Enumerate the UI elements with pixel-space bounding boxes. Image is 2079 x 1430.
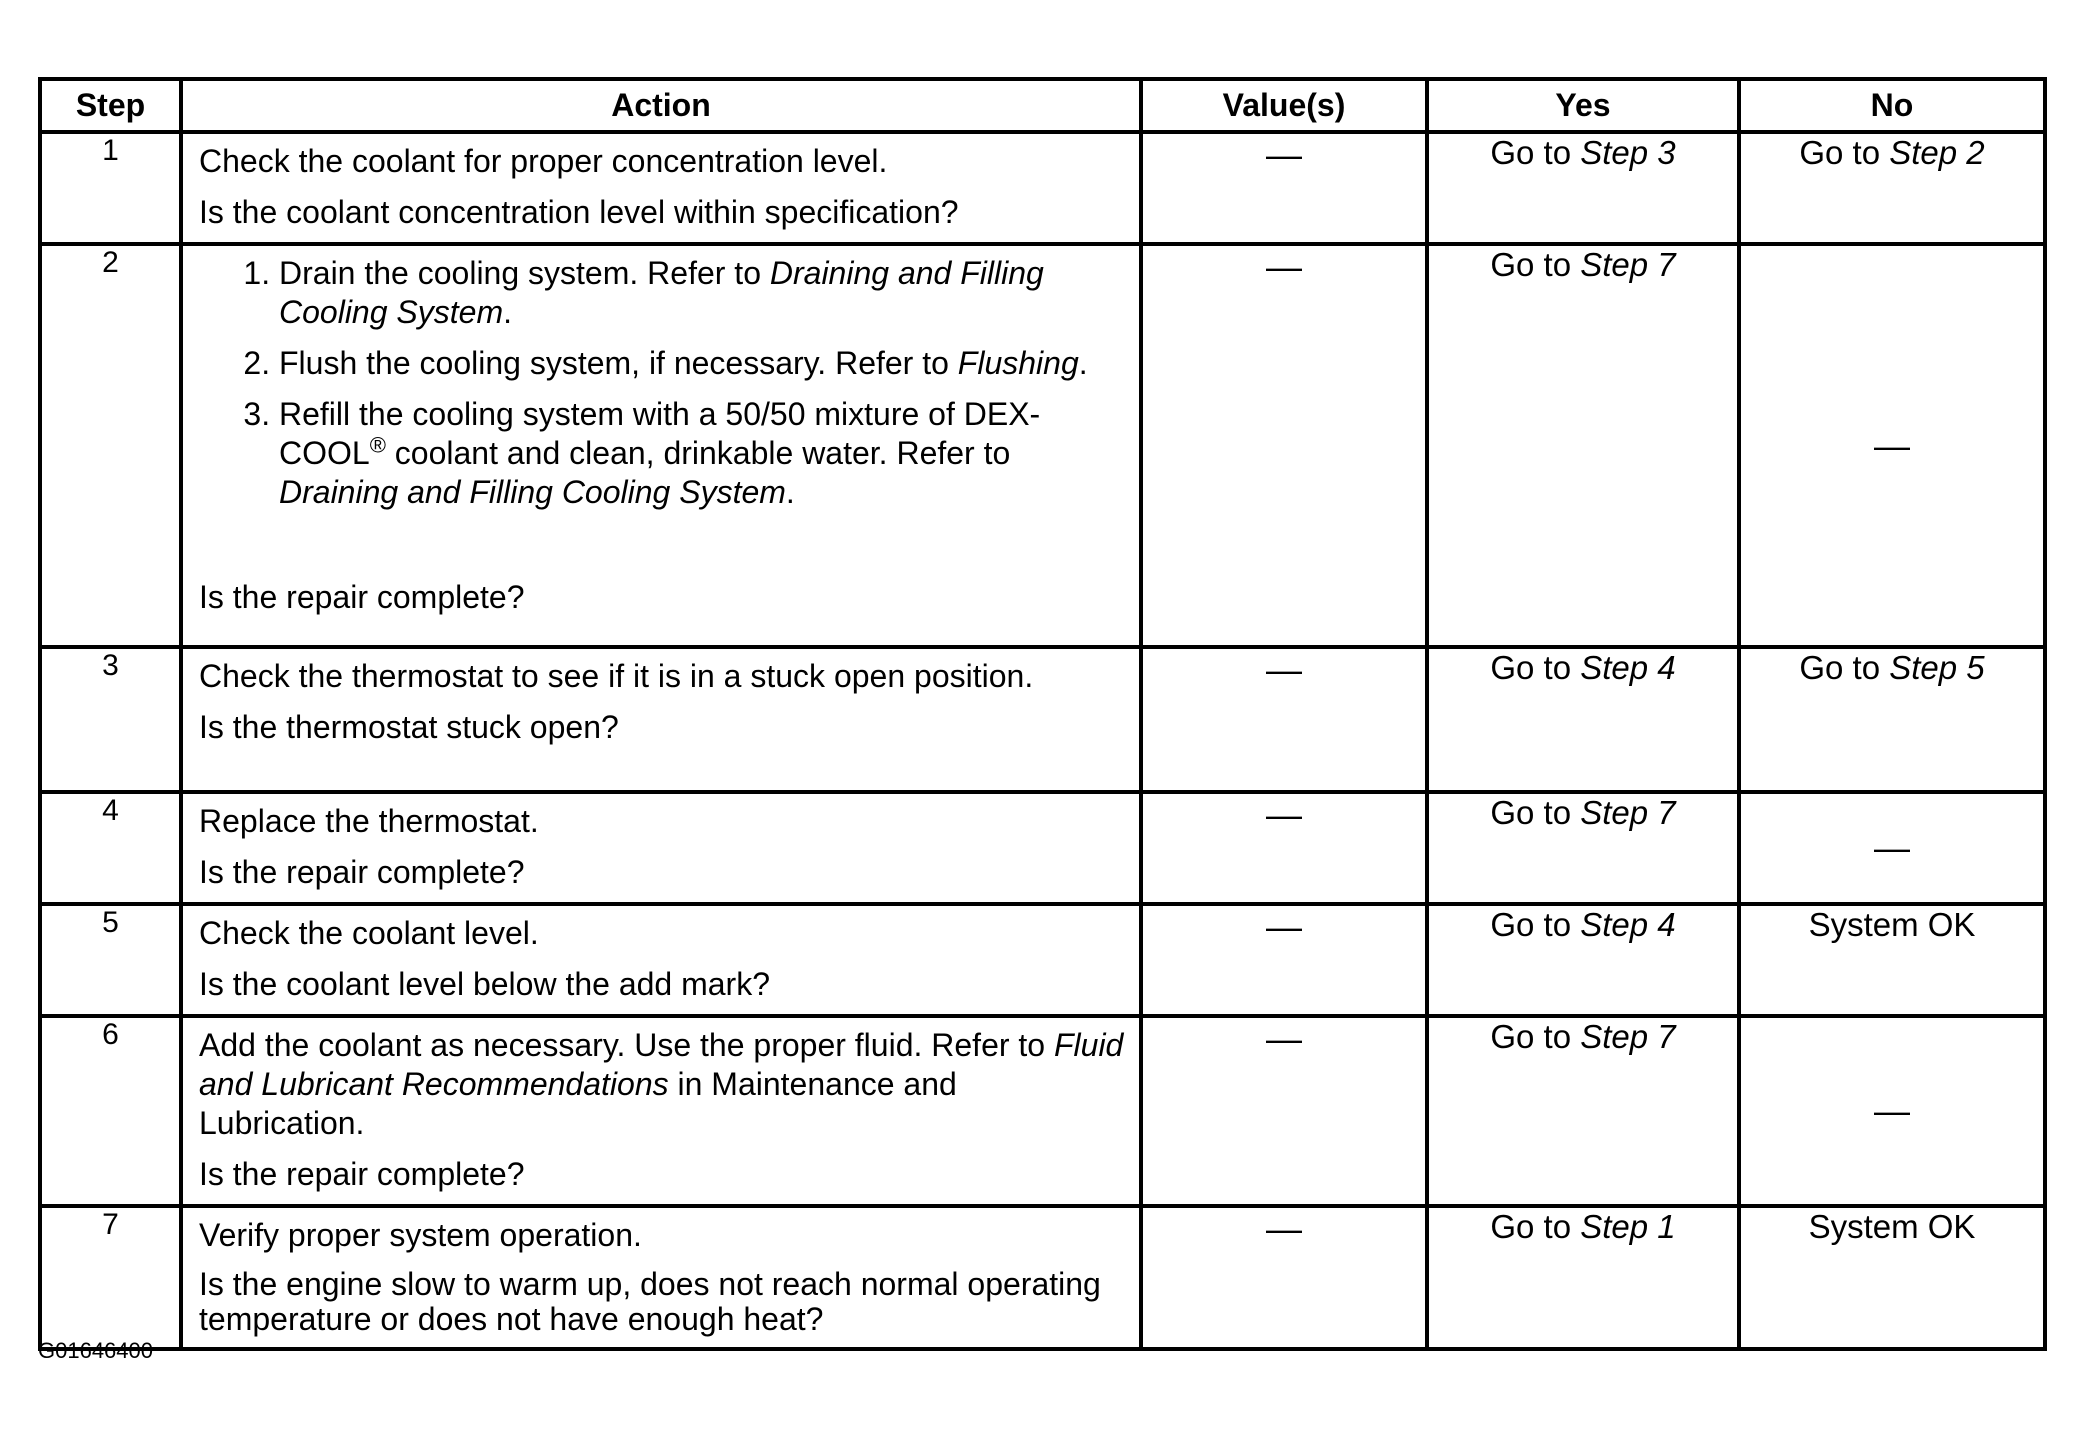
list-item: 3. Refill the cooling system with a 50/50 mixture of DEX-COOL® coolant and clean, drinkable water. Refer to Draining and Filling Cooling System. — [279, 395, 1125, 512]
step-link[interactable]: Step 2 — [1889, 134, 1985, 171]
action-text: Check the coolant for proper concentration level. — [199, 143, 888, 179]
reference-link[interactable]: Flushing — [957, 345, 1079, 381]
header-action: Action — [181, 79, 1141, 132]
step-link[interactable]: Step 4 — [1580, 906, 1676, 943]
action-cell — [181, 1016, 1141, 1206]
reference-link[interactable]: Draining and Filling Cooling System — [279, 474, 786, 510]
action-cell — [181, 904, 1141, 1016]
action-text: Replace the thermostat. — [199, 803, 539, 839]
action-cell — [181, 792, 1141, 904]
value-cell: — — [1141, 132, 1427, 244]
reference-link[interactable]: Draining and Filling Cooling System — [279, 255, 1044, 330]
step-link[interactable]: Step 5 — [1889, 649, 1985, 686]
step-number: 7 — [40, 1206, 181, 1349]
step-number: 4 — [40, 792, 181, 904]
no-cell: Go to Step 2 — [1739, 132, 2045, 244]
action-question: Is the coolant level below the add mark? — [199, 966, 770, 1002]
value-cell: — — [1141, 244, 1427, 647]
action-cell — [181, 647, 1141, 792]
no-cell: Go to Step 5 — [1739, 647, 2045, 792]
no-cell: — — [1739, 1016, 2045, 1206]
action-text: Add the coolant as necessary. Use the proper fluid. Refer to Fluid and Lubricant Recommendations in Maintenance and Lubrication. — [199, 1027, 1124, 1141]
step-number: 3 — [40, 647, 181, 792]
action-question: Is the repair complete? — [199, 854, 525, 890]
action-question: Is the coolant concentration level within specification? — [199, 194, 959, 230]
diagnostic-table — [38, 77, 2047, 1351]
table-row — [40, 244, 2045, 647]
step-number: 1 — [40, 132, 181, 244]
no-cell: — — [1739, 792, 2045, 904]
yes-cell: Go to Step 7 — [1427, 244, 1739, 647]
header-yes: Yes — [1427, 79, 1739, 132]
value-cell: — — [1141, 904, 1427, 1016]
action-list — [199, 254, 1125, 512]
no-cell: System OK — [1739, 1206, 2045, 1349]
value-cell: — — [1141, 647, 1427, 792]
step-link[interactable]: Step 7 — [1580, 246, 1676, 283]
step-number: 6 — [40, 1016, 181, 1206]
table-row — [40, 1206, 2045, 1349]
value-cell: — — [1141, 1206, 1427, 1349]
table-row — [40, 792, 2045, 904]
table-row — [40, 132, 2045, 244]
action-cell — [181, 1206, 1141, 1349]
step-link[interactable]: Step 3 — [1580, 134, 1676, 171]
action-question: Is the repair complete? — [199, 1156, 525, 1192]
action-text: Check the thermostat to see if it is in a stuck open position. — [199, 658, 1034, 694]
step-number: 2 — [40, 244, 181, 647]
step-link[interactable]: Step 1 — [1580, 1208, 1676, 1245]
yes-cell: Go to Step 1 — [1427, 1206, 1739, 1349]
action-cell — [181, 244, 1141, 647]
no-cell: — — [1739, 244, 2045, 647]
yes-cell: Go to Step 3 — [1427, 132, 1739, 244]
figure-id: G01646400 — [38, 1338, 153, 1363]
no-cell: System OK — [1739, 904, 2045, 1016]
yes-cell: Go to Step 7 — [1427, 792, 1739, 904]
action-question: Is the engine slow to warm up, does not reach normal operating temperature or does not have enough heat? — [199, 1266, 1101, 1337]
header-row — [40, 79, 2045, 132]
action-cell — [181, 132, 1141, 244]
list-item: 1. Drain the cooling system. Refer to Draining and Filling Cooling System. — [279, 254, 1125, 332]
list-item: 2. Flush the cooling system, if necessary. Refer to Flushing. — [279, 344, 1125, 383]
action-question: Is the repair complete? — [199, 579, 525, 615]
step-link[interactable]: Step 7 — [1580, 794, 1676, 831]
yes-cell: Go to Step 7 — [1427, 1016, 1739, 1206]
header-step: Step — [40, 79, 181, 132]
reference-link[interactable]: Fluid and Lubricant Recommendations — [199, 1027, 1124, 1102]
step-link[interactable]: Step 7 — [1580, 1018, 1676, 1055]
yes-cell: Go to Step 4 — [1427, 904, 1739, 1016]
step-number: 5 — [40, 904, 181, 1016]
action-question: Is the thermostat stuck open? — [199, 709, 619, 745]
registered-mark: ® — [369, 432, 386, 458]
step-link[interactable]: Step 4 — [1580, 649, 1676, 686]
action-text: Verify proper system operation. — [199, 1217, 642, 1253]
header-no: No — [1739, 79, 2045, 132]
action-text: Check the coolant level. — [199, 915, 539, 951]
yes-cell: Go to Step 4 — [1427, 647, 1739, 792]
value-cell: — — [1141, 1016, 1427, 1206]
table-row — [40, 904, 2045, 1016]
header-values: Value(s) — [1141, 79, 1427, 132]
table-row — [40, 647, 2045, 792]
value-cell: — — [1141, 792, 1427, 904]
table-row — [40, 1016, 2045, 1206]
